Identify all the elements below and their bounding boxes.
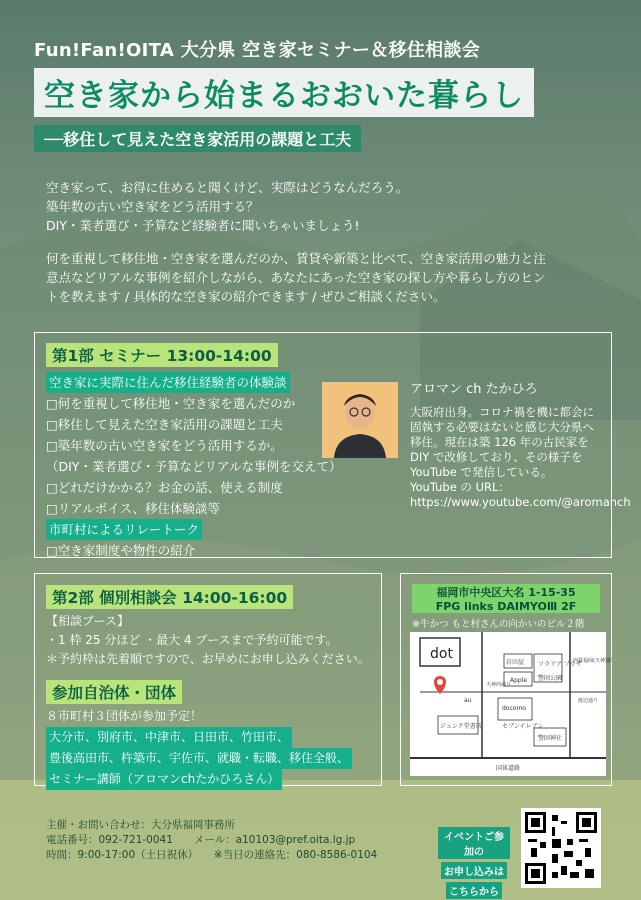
- svg-text:ジュンク堂書店: ジュンク堂書店: [440, 723, 482, 730]
- svg-text:警固公園: 警固公園: [538, 675, 563, 682]
- dot-logo: dot: [430, 646, 453, 662]
- seminar-title: 第1部 セミナー 13:00-14:00: [46, 343, 278, 367]
- youtube-link[interactable]: https://www.youtube.com/@aromanch: [410, 495, 631, 509]
- svg-text:ソラリア プラザ: ソラリア プラザ: [538, 661, 582, 668]
- seminar-heading-1: 空き家に実際に住んだ移住経験者の体験談: [46, 372, 290, 393]
- svg-text:docomo: docomo: [502, 705, 526, 712]
- venue-note: ※牛かつ もと村さんの向かいのビル２階: [412, 619, 585, 630]
- event-line: Fun!Fan!OITA 大分県 空き家セミナー＆移住相談会: [34, 40, 480, 61]
- svg-text:au: au: [464, 697, 472, 704]
- svg-text:渡辺通り: 渡辺通り: [578, 698, 599, 704]
- svg-text:天神西通り: 天神西通り: [486, 682, 512, 688]
- qr-code-icon[interactable]: [521, 808, 601, 888]
- intro-text: [46, 178, 606, 320]
- list-item: □空き家制度や物件の紹介: [46, 543, 196, 558]
- venue-map[interactable]: [410, 632, 612, 776]
- participants-title: 参加自治体・団体: [46, 680, 182, 704]
- svg-text:セブンイレブン: セブンイレブン: [502, 723, 544, 730]
- consultation-title: 第2部 個別相談会 14:00-16:00: [46, 585, 293, 609]
- participants-list: ８市町村３団体が参加予定！ 大分市、別府市、中津市、日田市、竹田市、 豊後高田市、杵築市、宇佐市、就職・転職、移住全般、 セミナー講師（アロマンchたかひろさん）: [46, 706, 376, 790]
- page-subtitle: ──移住して見えた空き家活用の課題と工夫: [34, 125, 361, 152]
- venue-address: 福岡市中央区大名 1-15-35: [412, 584, 600, 600]
- svg-text:岩田屋: 岩田屋: [506, 659, 525, 666]
- list-item: □移住して見えた空き家活用の課題と工夫: [46, 417, 283, 432]
- svg-text:Apple: Apple: [510, 677, 528, 684]
- svg-text:警固神社: 警固神社: [538, 735, 563, 742]
- list-item: □どれだけかかる？お金の話、使える制度: [46, 480, 283, 495]
- list-item: （DIY・業者選び・予算などリアルな事例を交えて）: [46, 459, 342, 474]
- speaker-name: アロマン ch たかひろ: [410, 382, 538, 397]
- header: [34, 36, 614, 152]
- speaker-profile: アロマン ch たかひろ 大阪府出身。コロナ禍を機に都会に 固執する必要はないと感じ大分県へ 移住。現在は築 126 年の古民家を DIY で改修しており、その様子を YouTube で発信している。 YouTube の URL： https://www.youtube.com/@aromanch: [410, 382, 631, 509]
- list-item: □何を重視して移住地・空き家を選んだのか: [46, 396, 296, 411]
- intro-para-1: 空き家って、お得に住めると聞くけど、実際はどうなんだろう。 築年数の古い空き家をどう活用する？ DIY・業者選び・予算など経験者に聞いちゃいましょう!: [46, 180, 409, 233]
- list-item: □築年数の古い空き家をどう活用するか。: [46, 438, 283, 453]
- svg-text:国体道路: 国体道路: [496, 765, 521, 772]
- venue-building: FPG links DAIMYOⅢ 2F: [412, 600, 600, 613]
- page-title: 空き家から始まるおおいた暮らし: [34, 68, 534, 117]
- seminar-heading-2: 市町村によるリレートーク: [46, 519, 202, 540]
- speaker-avatar: [322, 382, 398, 458]
- svg-text:西鉄福岡(天神)駅: 西鉄福岡(天神)駅: [573, 658, 612, 664]
- list-item: □リアルボイス、移住体験談等: [46, 501, 221, 516]
- consultation-info: 【相談ブース】 ・1 枠 25 分ほど ・最大 4 ブースまで予約可能です。 ＊予約枠は先着順ですので、お早めにお申し込みください。: [46, 614, 370, 666]
- footer-contact: 主催・お問い合わせ：大分県福岡事務所 電話番号：092-721-0041 メール：a10103@pref.oita.lg.jp 時間：9:00-17:00（土日祝休） ※当日の連絡先：080-8586-0104: [46, 819, 378, 861]
- intro-para-2: 何を重視して移住地・空き家を選んだのか、賃貸や新築と比べて、空き家活用の魅力と注 意点などリアルな事例を紹介しながら、あなたにあった空き家の探し方や暮らし方のヒン トを教えます / 具体的な空き家の紹介できます / ぜひご相談ください。: [46, 251, 546, 304]
- apply-callout[interactable]: イベントご参加の お申し込みは こちらから: [438, 826, 510, 900]
- seminar-list: [46, 372, 342, 561]
